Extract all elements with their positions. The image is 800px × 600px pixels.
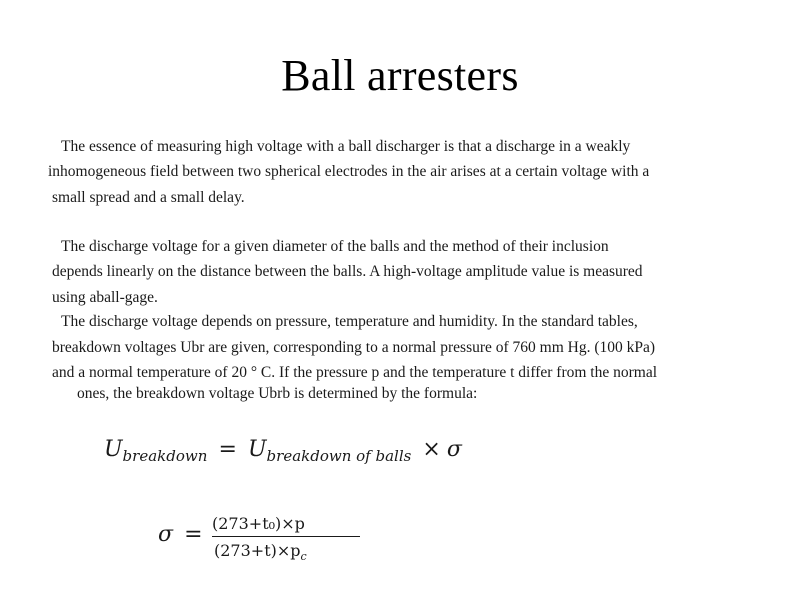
paragraph-3-line-3: and a normal temperature of 20 ° C. If the pressure p and the temperature t differ from the normal <box>52 364 658 381</box>
formula2-equals: = <box>184 522 203 547</box>
fraction-denominator <box>214 541 307 563</box>
paragraph-2-line-2: depends linearly on the distance between the balls. A high-voltage amplitude value is measured <box>52 263 643 280</box>
formula2-sigma: σ <box>158 522 174 547</box>
paragraph-1-line-2: inhomogeneous field between two spherical electrodes in the air arises at a certain voltage with a <box>48 163 650 180</box>
paragraph-3-line-1: The discharge voltage depends on pressure, temperature and humidity. In the standard tables, <box>61 313 638 330</box>
paragraph-2-line-3: using aball-gage. <box>52 289 158 306</box>
sigma-formula-lhs <box>158 522 209 547</box>
paragraph-2-line-1: The discharge voltage for a given diameter of the balls and the method of their inclusion <box>61 238 609 255</box>
formula1-rhs-subscript: breakdown of balls <box>266 447 412 465</box>
paragraph-1-line-3: small spread and a small delay. <box>52 189 245 206</box>
formula1-times: × <box>422 437 441 462</box>
formula1-lhs-symbol: U <box>104 437 123 462</box>
fraction-denominator-main: (273+t)×p <box>214 541 301 560</box>
fraction-numerator: (273+t₀)×p <box>212 514 305 533</box>
paragraph-3-line-2: breakdown voltages Ubr are given, corresponding to a normal pressure of 760 mm Hg. (100 kPa) <box>52 339 656 356</box>
formula1-lhs-subscript: breakdown <box>122 447 208 465</box>
breakdown-voltage-formula <box>104 437 462 465</box>
paragraph-1-line-1: The essence of measuring high voltage with a ball discharger is that a discharge in a weakly <box>61 138 631 155</box>
formula1-rhs-symbol: U <box>248 437 267 462</box>
paragraph-3-line-4: ones, the breakdown voltage Ubrb is determined by the formula: <box>77 385 478 402</box>
fraction-denominator-subscript: c <box>300 550 307 563</box>
fraction-bar <box>212 536 360 537</box>
formula1-sigma: σ <box>446 437 462 462</box>
formula1-equals: = <box>218 437 237 462</box>
slide-title: Ball arresters <box>281 51 519 100</box>
